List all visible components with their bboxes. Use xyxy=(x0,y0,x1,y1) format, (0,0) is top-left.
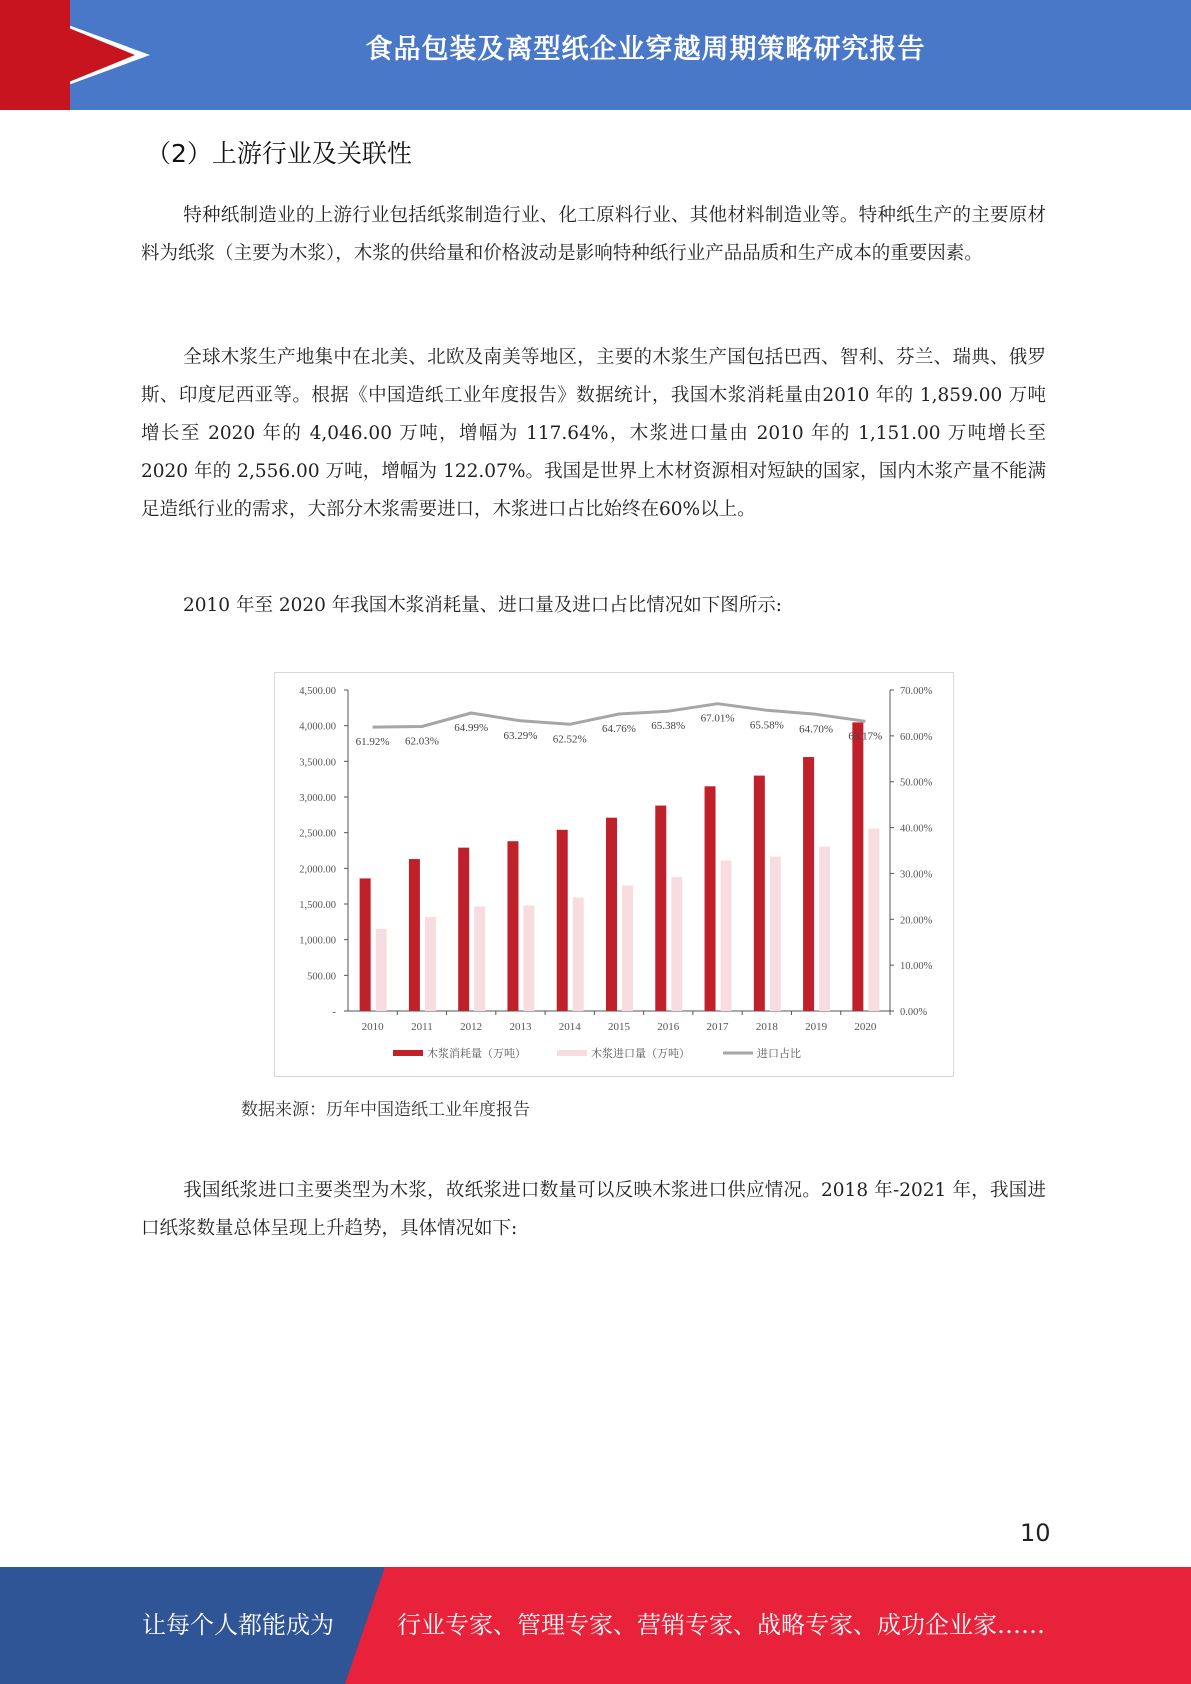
bar-import xyxy=(868,829,879,1011)
y2-tick-label: 10.00% xyxy=(900,961,933,973)
x-tick-label: 2011 xyxy=(411,1021,433,1033)
paragraph-text: 我国纸浆进口主要类型为木浆，故纸浆进口数量可以反映木浆进口供应情况。2018 年-2021 年，我国进口纸浆数量总体呈现上升趋势，具体情况如下: xyxy=(141,1180,1046,1239)
x-tick-label: 2019 xyxy=(805,1021,828,1033)
paragraph-wood-pulp xyxy=(141,339,1046,529)
paragraph-text: 2010 年至 2020 年我国木浆消耗量、进口量及进口占比情况如下图所示: xyxy=(183,595,783,616)
y-tick-label: - xyxy=(332,1007,336,1018)
page-footer xyxy=(0,1567,1191,1684)
bar-import xyxy=(425,917,436,1011)
bar-consumption xyxy=(705,786,716,1011)
paragraph-text: 全球木浆生产地集中在北美、北欧及南美等地区，主要的木浆生产国包括巴西、智利、芬兰、瑞典、俄罗斯、印度尼西亚等。根据《中国造纸工业年度报告》数据统计，我国木浆消耗量由2010 年的 1,859.00 万吨增长至 2020 年的 4,046.00 万吨，增幅为 117.64%，木浆进口量由 2010 年的 1,151.00 万吨增长至 2020 年的 2,556.00 万吨，增幅为 122.07%。我国是世界上木材资源相对短缺的国家，国内木浆产量不能满足造纸行业的需求，大部分木浆需要进口，木浆进口占比始终在60%以上。 xyxy=(141,347,1046,520)
x-tick-label: 2016 xyxy=(657,1021,680,1033)
x-tick-label: 2017 xyxy=(706,1021,729,1033)
y2-tick-label: 60.00% xyxy=(900,731,933,743)
bar-consumption xyxy=(507,841,518,1011)
x-tick-label: 2013 xyxy=(509,1021,532,1033)
x-tick-label: 2012 xyxy=(460,1021,483,1033)
line-data-label: 64.70% xyxy=(799,723,834,736)
x-tick-label: 2018 xyxy=(755,1021,778,1033)
y-tick-label: 2,000.00 xyxy=(299,864,336,876)
y-tick-label: 1,000.00 xyxy=(299,935,336,947)
bar-import xyxy=(770,857,781,1011)
legend-swatch xyxy=(393,1050,423,1056)
y-tick-label: 3,000.00 xyxy=(299,793,336,804)
header-arrow-shape xyxy=(0,0,135,110)
page-header xyxy=(0,0,1191,110)
paragraph-text: 特种纸制造业的上游行业包括纸浆制造行业、化工原料行业、其他材料制造业等。特种纸生产的主要原材料为纸浆（主要为木浆），木浆的供给量和价格波动是影响特种纸行业产品品质和生产成本的重要因素。 xyxy=(141,205,1046,264)
chart-canvas xyxy=(275,673,953,1076)
bar-import xyxy=(376,929,387,1011)
line-data-label: 62.03% xyxy=(404,735,439,748)
legend-label: 木浆进口量（万吨） xyxy=(591,1047,690,1060)
bar-import xyxy=(573,898,584,1011)
bar-import xyxy=(671,877,682,1011)
bar-consumption xyxy=(754,776,765,1011)
x-tick-label: 2020 xyxy=(854,1021,877,1033)
y-tick-label: 3,500.00 xyxy=(299,757,336,769)
bar-consumption xyxy=(360,878,371,1011)
bar-consumption xyxy=(655,806,666,1011)
line-data-label: 61.92% xyxy=(355,736,390,749)
paragraph-upstream xyxy=(141,197,1046,273)
bar-consumption xyxy=(557,830,568,1011)
y-tick-label: 4,500.00 xyxy=(299,686,336,697)
bar-import xyxy=(474,906,485,1011)
footer-slogan-right: 行业专家、管理专家、营销专家、战略专家、成功企业家…… xyxy=(397,1611,1045,1639)
paragraph-import-trend xyxy=(141,1172,1046,1248)
line-data-label: 63.17% xyxy=(848,730,883,743)
y-tick-label: 2,500.00 xyxy=(299,828,336,840)
x-tick-label: 2015 xyxy=(608,1021,630,1033)
y2-tick-label: 30.00% xyxy=(900,869,933,881)
bar-import xyxy=(622,885,633,1011)
legend-label: 木浆消耗量（万吨） xyxy=(427,1047,526,1060)
bar-import xyxy=(523,905,534,1011)
line-data-label: 64.99% xyxy=(454,721,489,734)
line-data-label: 67.01% xyxy=(700,712,735,725)
section-title: （2）上游行业及关联性 xyxy=(146,139,412,168)
bar-import xyxy=(721,860,732,1011)
line-data-label: 65.38% xyxy=(651,720,686,733)
y2-tick-label: 50.00% xyxy=(900,777,933,789)
y2-tick-label: 70.00% xyxy=(900,686,933,697)
line-data-label: 62.52% xyxy=(552,733,587,746)
bar-consumption xyxy=(852,722,863,1011)
page-number: 10 xyxy=(1020,1519,1051,1547)
bar-consumption xyxy=(458,848,469,1011)
report-title: 食品包装及离型纸企业穿越周期策略研究报告 xyxy=(365,34,926,65)
y2-tick-label: 40.00% xyxy=(900,823,933,835)
y-tick-label: 500.00 xyxy=(307,971,336,983)
bar-consumption xyxy=(409,859,420,1011)
y2-tick-label: 0.00% xyxy=(900,1007,928,1018)
bar-consumption xyxy=(606,818,617,1011)
legend-label: 进口占比 xyxy=(757,1047,801,1060)
legend-swatch xyxy=(557,1050,587,1056)
y-tick-label: 4,000.00 xyxy=(299,721,336,733)
bar-consumption xyxy=(803,757,814,1011)
y2-tick-label: 20.00% xyxy=(900,915,933,927)
line-data-label: 64.76% xyxy=(602,723,636,736)
x-tick-label: 2010 xyxy=(361,1021,384,1033)
footer-slogan-left: 让每个人都能成为 xyxy=(142,1611,334,1639)
data-source-note: 数据来源：历年中国造纸工业年度报告 xyxy=(241,1100,530,1120)
line-data-label: 63.29% xyxy=(503,729,538,742)
line-data-label: 65.58% xyxy=(749,719,784,732)
pulp-chart xyxy=(274,672,954,1077)
paragraph-chart-intro xyxy=(141,587,1046,625)
x-tick-label: 2014 xyxy=(558,1021,581,1033)
y-tick-label: 1,500.00 xyxy=(299,900,336,911)
bar-import xyxy=(819,847,830,1011)
